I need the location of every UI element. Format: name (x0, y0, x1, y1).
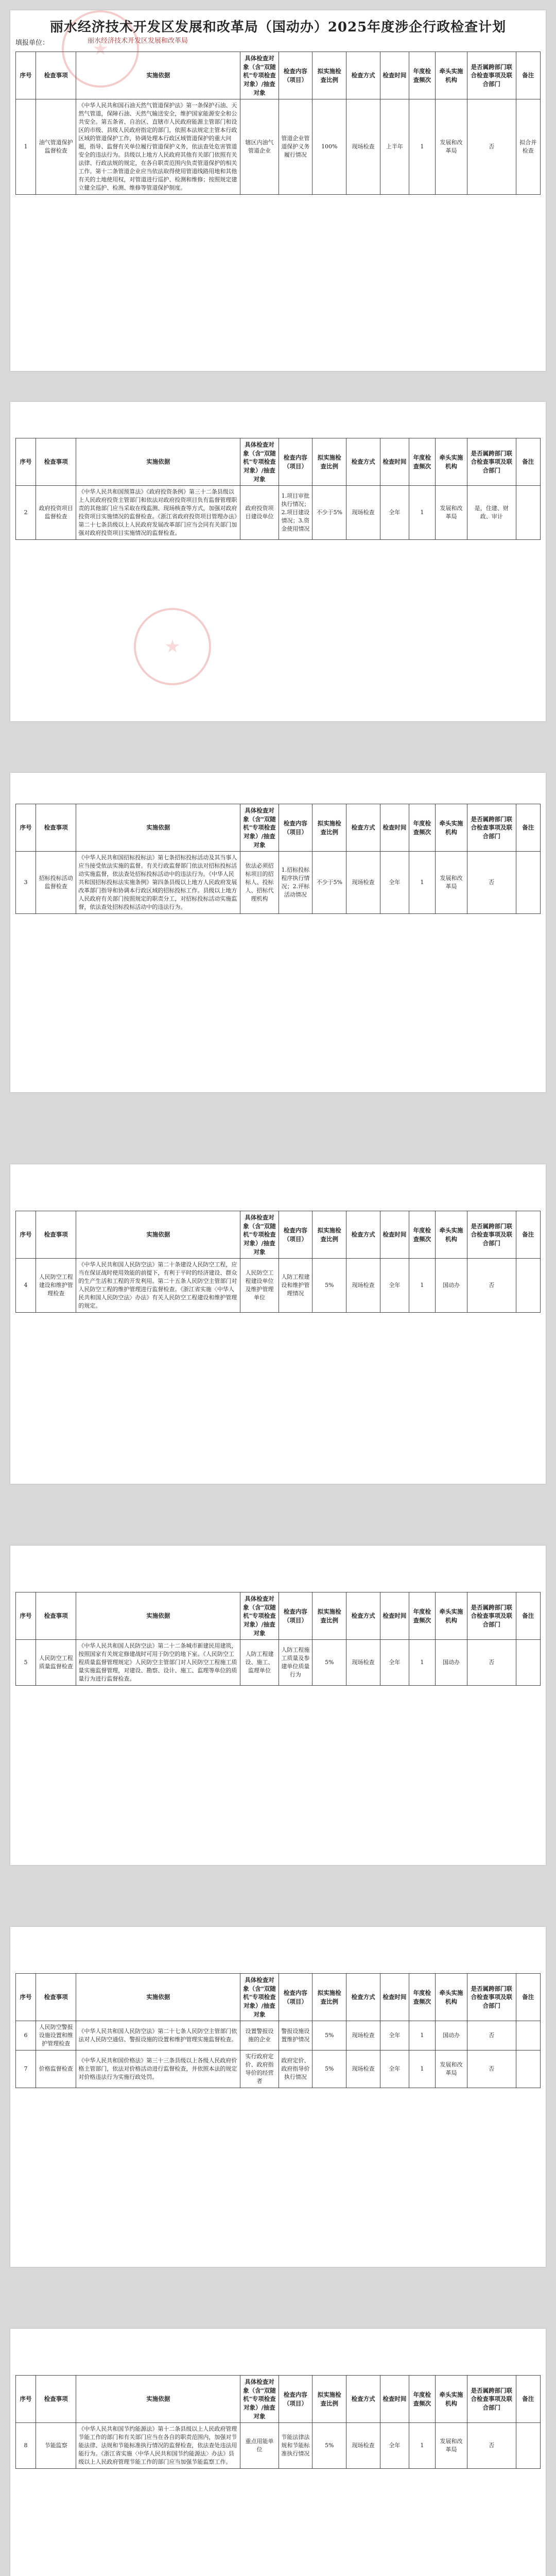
cell-basis: 《中华人民共和国石油天然气管道保护法》第一条保护石油、天然气管道，保障石油、天然气输送安全，维护国家能源安全和公共安全。第五条省、自治区、直辖市人民政府能源主管部门和设区的市级、县级人民政府指定的部门，依照本法规定主管本行政区域的管道保护工作，协调处理本行政区域管道保护的重大问题，指导、监督有关单位履行管道保护义务，依法查处危害管道安全的违法行为。县级以上地方人民政府其他有关部门依照有关法律、行政法规的规定，在各自职责范围内负责管道保护的相关工作。第十二条管道企业应当依法取得使用管道线路用地和其他有关的土地使用权，对管道进行巡护、检测和维修；按照规定建立健全巡护、检测、维修等管道保护制度。 (76, 99, 240, 194)
header-lead: 牵头实施机构 (436, 1592, 467, 1640)
table-row (16, 486, 541, 540)
header-no: 序号 (16, 438, 36, 486)
header-no: 序号 (16, 1592, 36, 1640)
header-time: 检查时间 (380, 52, 409, 99)
cell-count: 1 (409, 1640, 435, 1686)
cell-object: 设置警报设施的企业 (240, 2021, 279, 2050)
header-count: 年度检查频次 (409, 1592, 435, 1640)
header-method: 检查方式 (346, 2376, 380, 2423)
unit-stamp-text: 丽水经济技术开发区发展和改革局 (88, 37, 188, 45)
cell-content: 管道企业管道保护义务履行情况 (279, 99, 312, 194)
header-item: 检查事项 (36, 1211, 76, 1259)
cell-content: 节能法律法规和节能标准执行情况 (279, 2423, 312, 2469)
table-header-row (16, 438, 541, 486)
cell-method: 现场检查 (346, 99, 380, 194)
header-lead: 牵头实施机构 (436, 52, 467, 99)
header-lead: 牵头实施机构 (436, 438, 467, 486)
cell-scope: 不少于5% (312, 486, 346, 540)
header-note: 备注 (516, 438, 540, 486)
cell-count: 1 (409, 2021, 435, 2050)
header-time: 检查时间 (380, 2376, 409, 2423)
header-scope: 拟实施检查比例 (312, 2376, 346, 2423)
document-page-7 (10, 2329, 546, 2576)
cell-time: 全年 (380, 2021, 409, 2050)
header-joint: 是否属跨部门联合检查事项及联合部门 (467, 52, 516, 99)
table-header-row (16, 2376, 541, 2423)
header-object: 具体检查对象（含"双随机"专项检查对象）/抽查对象 (240, 1974, 279, 2021)
cell-time: 全年 (380, 1259, 409, 1313)
cell-item: 人民防空工程质量监督检查 (36, 1640, 76, 1686)
cell-content: 1.项目审批执行情况；2.项目建设情况；3.资金使用情况 (279, 486, 312, 540)
cell-item: 人民防空工程建设和维护管理检查 (36, 1259, 76, 1313)
document-page-6 (10, 1927, 546, 2267)
document-page-5 (10, 1546, 546, 1865)
cell-no: 3 (16, 852, 36, 914)
header-count: 年度检查频次 (409, 438, 435, 486)
red-seal-stamp (134, 608, 211, 685)
cell-content: 警报设施设置维护情况 (279, 2021, 312, 2050)
cell-method: 现场检查 (346, 2050, 380, 2088)
table-header-row (16, 52, 541, 99)
header-lead: 牵头实施机构 (436, 2376, 467, 2423)
cell-lead: 国动办 (436, 2021, 467, 2050)
inspection-table (15, 1973, 541, 2088)
cell-method: 现场检查 (346, 486, 380, 540)
cell-basis: 《中华人民共和国招标投标法》第七条招标投标活动及其当事人应当接受依法实施的监督。有关行政监督部门依法对招标投标活动实施监督，依法查处招标投标活动中的违法行为。《中华人民共和国招标投标法实施条例》第四条县级以上地方人民政府发展改革部门指导和协调本行政区域的招标投标工作。县级以上地方人民政府有关部门按照规定的职责分工，对招标投标活动实施监督，依法查处招标投标活动中的违法行为。 (76, 852, 240, 914)
table-row (16, 852, 541, 914)
cell-count: 1 (409, 1259, 435, 1313)
cell-joint: 否 (467, 2423, 516, 2469)
header-method: 检查方式 (346, 1974, 380, 2021)
inspection-table (15, 1592, 541, 1686)
header-scope: 拟实施检查比例 (312, 438, 346, 486)
cell-object: 人民防空工程建设单位及维护管理单位 (240, 1259, 279, 1313)
cell-no: 2 (16, 486, 36, 540)
cell-item: 节能监察 (36, 2423, 76, 2469)
header-joint: 是否属跨部门联合检查事项及联合部门 (467, 2376, 516, 2423)
header-count: 年度检查频次 (409, 52, 435, 99)
header-count: 年度检查频次 (409, 804, 435, 852)
cell-time: 全年 (380, 486, 409, 540)
cell-count: 1 (409, 486, 435, 540)
header-joint: 是否属跨部门联合检查事项及联合部门 (467, 438, 516, 486)
cell-method: 现场检查 (346, 1640, 380, 1686)
cell-note (516, 2423, 540, 2469)
header-scope: 拟实施检查比例 (312, 804, 346, 852)
header-item: 检查事项 (36, 1974, 76, 2021)
header-joint: 是否属跨部门联合检查事项及联合部门 (467, 1974, 516, 2021)
header-method: 检查方式 (346, 804, 380, 852)
cell-item: 招标投标活动监督检查 (36, 852, 76, 914)
header-content: 检查内容（项目） (279, 52, 312, 99)
cell-joint: 否 (467, 99, 516, 194)
header-lead: 牵头实施机构 (436, 1211, 467, 1259)
cell-count: 1 (409, 852, 435, 914)
header-lead: 牵头实施机构 (436, 804, 467, 852)
header-count: 年度检查频次 (409, 1211, 435, 1259)
inspection-table (15, 438, 541, 540)
header-item: 检查事项 (36, 2376, 76, 2423)
table-row (16, 2050, 541, 2088)
cell-method: 现场检查 (346, 2021, 380, 2050)
cell-no: 1 (16, 99, 36, 194)
header-scope: 拟实施检查比例 (312, 1592, 346, 1640)
table-header-row (16, 1592, 541, 1640)
cell-time: 全年 (380, 2423, 409, 2469)
header-scope: 拟实施检查比例 (312, 1211, 346, 1259)
inspection-table (15, 2375, 541, 2469)
header-time: 检查时间 (380, 804, 409, 852)
header-note: 备注 (516, 2376, 540, 2423)
header-object: 具体检查对象（含"双随机"专项检查对象）/抽查对象 (240, 1211, 279, 1259)
header-basis: 实施依据 (76, 438, 240, 486)
header-method: 检查方式 (346, 1211, 380, 1259)
header-item: 检查事项 (36, 1592, 76, 1640)
cell-basis: 《中华人民共和国价格法》第三十三条县级以上各级人民政府价格主管部门，依法对价格活动进行监督检查，并依照本法的规定对价格违法行为实施行政处罚。 (76, 2050, 240, 2088)
header-item: 检查事项 (36, 438, 76, 486)
header-note: 备注 (516, 804, 540, 852)
cell-count: 1 (409, 99, 435, 194)
cell-joint: 否 (467, 1259, 516, 1313)
cell-item: 政府投资项目监督检查 (36, 486, 76, 540)
cell-content: 1.招标投标程序执行情况；2.评标活动情况 (279, 852, 312, 914)
inspection-table (15, 804, 541, 914)
table-row (16, 2021, 541, 2050)
cell-joint: 否 (467, 2021, 516, 2050)
header-no: 序号 (16, 2376, 36, 2423)
header-count: 年度检查频次 (409, 1974, 435, 2021)
inspection-table (15, 52, 541, 195)
cell-content: 人防工程建设和维护管理情况 (279, 1259, 312, 1313)
cell-no: 7 (16, 2050, 36, 2088)
cell-object: 人防工程建设、施工、监理单位 (240, 1640, 279, 1686)
header-no: 序号 (16, 1211, 36, 1259)
cell-lead: 发展和改革局 (436, 486, 467, 540)
cell-time: 上半年 (380, 99, 409, 194)
cell-joint: 否 (467, 852, 516, 914)
cell-method: 现场检查 (346, 2423, 380, 2469)
header-item: 检查事项 (36, 804, 76, 852)
header-scope: 拟实施检查比例 (312, 52, 346, 99)
cell-scope: 100% (312, 99, 346, 194)
cell-note (516, 2050, 540, 2088)
cell-note (516, 2021, 540, 2050)
header-content: 检查内容（项目） (279, 1211, 312, 1259)
header-count: 年度检查频次 (409, 2376, 435, 2423)
cell-no: 5 (16, 1640, 36, 1686)
cell-method: 现场检查 (346, 852, 380, 914)
cell-joint: 是，住建、财政、审计 (467, 486, 516, 540)
cell-note: 拟合并检查 (516, 99, 540, 194)
table-row (16, 1640, 541, 1686)
header-lead: 牵头实施机构 (436, 1974, 467, 2021)
cell-item: 人民防空警报设施设置和维护管理检查 (36, 2021, 76, 2050)
header-method: 检查方式 (346, 52, 380, 99)
header-no: 序号 (16, 1974, 36, 2021)
header-time: 检查时间 (380, 1211, 409, 1259)
header-time: 检查时间 (380, 1974, 409, 2021)
header-time: 检查时间 (380, 1592, 409, 1640)
header-basis: 实施依据 (76, 804, 240, 852)
cell-method: 现场检查 (346, 1259, 380, 1313)
unit-label: 填报单位： (15, 39, 49, 47)
cell-no: 8 (16, 2423, 36, 2469)
cell-scope: 5% (312, 2423, 346, 2469)
header-content: 检查内容（项目） (279, 1974, 312, 2021)
header-no: 序号 (16, 52, 36, 99)
header-content: 检查内容（项目） (279, 438, 312, 486)
cell-count: 1 (409, 2050, 435, 2088)
cell-content: 政府定价、政府指导价执行情况 (279, 2050, 312, 2088)
header-content: 检查内容（项目） (279, 1592, 312, 1640)
cell-lead: 发展和改革局 (436, 2050, 467, 2088)
cell-count: 1 (409, 2423, 435, 2469)
cell-time: 全年 (380, 1640, 409, 1686)
cell-scope: 不少于5% (312, 852, 346, 914)
table-row (16, 99, 541, 194)
header-object: 具体检查对象（含"双随机"专项检查对象）/抽查对象 (240, 52, 279, 99)
cell-object: 政府投资项目建设单位 (240, 486, 279, 540)
cell-lead: 发展和改革局 (436, 852, 467, 914)
inspection-table (15, 1211, 541, 1313)
document-page-3 (10, 773, 546, 1092)
cell-lead: 发展和改革局 (436, 99, 467, 194)
header-method: 检查方式 (346, 1592, 380, 1640)
cell-lead: 国动办 (436, 1640, 467, 1686)
cell-no: 4 (16, 1259, 36, 1313)
header-note: 备注 (516, 52, 540, 99)
header-no: 序号 (16, 804, 36, 852)
cell-time: 全年 (380, 2050, 409, 2088)
cell-content: 人防工程施工质量及参建单位质量行为 (279, 1640, 312, 1686)
header-item: 检查事项 (36, 52, 76, 99)
header-joint: 是否属跨部门联合检查事项及联合部门 (467, 1211, 516, 1259)
header-basis: 实施依据 (76, 52, 240, 99)
cell-object: 辖区内油气管道企业 (240, 99, 279, 194)
header-note: 备注 (516, 1974, 540, 2021)
cell-item: 油气管道保护监督检查 (36, 99, 76, 194)
cell-object: 依法必须招标项目的招标人、投标人、招标代理机构 (240, 852, 279, 914)
header-object: 具体检查对象（含"双随机"专项检查对象）/抽查对象 (240, 804, 279, 852)
cell-time: 全年 (380, 852, 409, 914)
header-scope: 拟实施检查比例 (312, 1974, 346, 2021)
cell-basis: 《中华人民共和国人民防空法》第二十七条人民防空主管部门依法对人民防空通信、警报设施的设置和维护管理实施监督检查。 (76, 2021, 240, 2050)
document-page-2 (10, 402, 546, 721)
document-page-4 (10, 1164, 546, 1484)
cell-lead: 发展和改革局 (436, 2423, 467, 2469)
header-object: 具体检查对象（含"双随机"专项检查对象）/抽查对象 (240, 2376, 279, 2423)
cell-object: 实行政府定价、政府指导价的经营者 (240, 2050, 279, 2088)
cell-no: 6 (16, 2021, 36, 2050)
cell-scope: 5% (312, 1259, 346, 1313)
cell-scope: 5% (312, 2021, 346, 2050)
cell-object: 重点用能单位 (240, 2423, 279, 2469)
cell-joint: 否 (467, 2050, 516, 2088)
header-content: 检查内容（项目） (279, 804, 312, 852)
header-joint: 是否属跨部门联合检查事项及联合部门 (467, 804, 516, 852)
cell-basis: 《中华人民共和国节约能源法》第十二条县级以上人民政府管理节能工作的部门和有关部门应当在各自的职责范围内，加强对节能法律、法规和节能标准执行情况的监督检查，依法查处违法用能行为。《浙江省实施〈中华人民共和国节约能源法〉办法》县级以上人民政府管理节能工作的部门应当加强节能监察工作。 (76, 2423, 240, 2469)
table-header-row (16, 804, 541, 852)
cell-note (516, 486, 540, 540)
header-object: 具体检查对象（含"双随机"专项检查对象）/抽查对象 (240, 1592, 279, 1640)
table-row (16, 2423, 541, 2469)
header-time: 检查时间 (380, 438, 409, 486)
cell-joint: 否 (467, 1640, 516, 1686)
cell-note (516, 1640, 540, 1686)
header-basis: 实施依据 (76, 1974, 240, 2021)
cell-note (516, 1259, 540, 1313)
header-joint: 是否属跨部门联合检查事项及联合部门 (467, 1592, 516, 1640)
cell-scope: 5% (312, 2050, 346, 2088)
header-basis: 实施依据 (76, 1592, 240, 1640)
table-header-row (16, 1211, 541, 1259)
header-content: 检查内容（项目） (279, 2376, 312, 2423)
cell-note (516, 852, 540, 914)
cell-scope: 5% (312, 1640, 346, 1686)
header-note: 备注 (516, 1211, 540, 1259)
header-basis: 实施依据 (76, 2376, 240, 2423)
header-note: 备注 (516, 1592, 540, 1640)
cell-basis: 《中华人民共和国人民防空法》第二十条建设人民防空工程，应当在保证战时使用效能的前提下，有利于平时的经济建设、群众的生产生活和工程的开发利用。第二十五条人民防空主管部门对人民防空工程的维护管理进行监督检查。《浙江省实施〈中华人民共和国人民防空法〉办法》有关人民防空工程建设和维护管理的规定。 (76, 1259, 240, 1313)
cell-item: 价格监督检查 (36, 2050, 76, 2088)
header-object: 具体检查对象（含"双随机"专项检查对象）/抽查对象 (240, 438, 279, 486)
header-basis: 实施依据 (76, 1211, 240, 1259)
document-title: 丽水经济技术开发区发展和改革局（国动办）2025年度涉企行政检查计划 (49, 20, 507, 35)
document-page-1 (10, 10, 546, 371)
cell-basis: 《中华人民共和国预算法》《政府投资条例》第三十二条县级以上人民政府投资主管部门和依法对政府投资项目负有监督管理职责的其他部门应当采取在线监测、现场核查等方式，加强对政府投资项目实施情况的监督检查。《浙江省政府投资项目管理办法》第二十七条县级以上人民政府发展改革部门应当会同有关部门加强对政府投资项目实施情况的监督检查。 (76, 486, 240, 540)
cell-lead: 国动办 (436, 1259, 467, 1313)
header-method: 检查方式 (346, 438, 380, 486)
table-header-row (16, 1974, 541, 2021)
cell-basis: 《中华人民共和国人民防空法》第二十二条城市新建民用建筑，按照国家有关规定修建战时可用于防空的地下室。《人民防空工程质量监督管理规定》人民防空主管部门对人民防空工程施工质量实施监督管理，对建设、勘察、设计、施工、监理等单位的质量行为进行监督检查。 (76, 1640, 240, 1686)
table-row (16, 1259, 541, 1313)
